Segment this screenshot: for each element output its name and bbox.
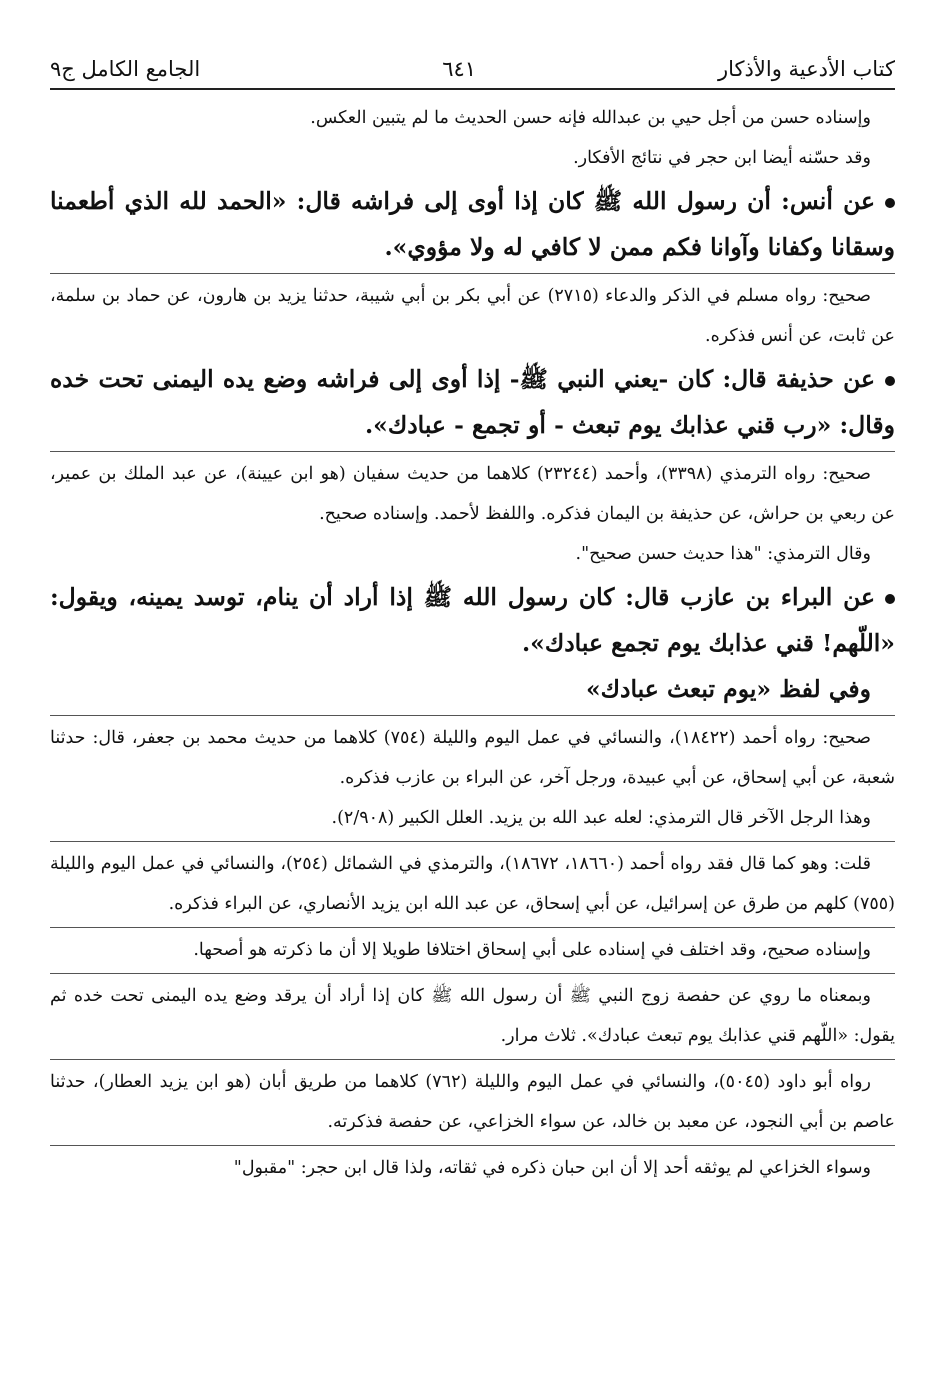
text-paragraph: رواه أبو داود (٥٠٤٥)، والنسائي في عمل اليوم والليلة (٧٦٢) كلاهما من طريق أبان (هو ابن يزيد العطار)، حدثنا عاصم بن أبي النجود، عن معبد بن خالد، عن سواء الخزاعي، عن حفصة فذكرته. bbox=[50, 1072, 895, 1132]
hadith-paragraph bbox=[50, 356, 895, 448]
separator-line bbox=[50, 927, 895, 928]
separator-line bbox=[50, 715, 895, 716]
text-paragraph: وإسناده حسن من أجل حيي بن عبدالله فإنه حسن الحديث ما لم يتبين العكس. bbox=[310, 108, 871, 128]
page-header bbox=[50, 48, 895, 90]
book-page bbox=[50, 48, 895, 1188]
text-paragraph: صحيح: رواه مسلم في الذكر والدعاء (٢٧١٥) عن أبي بكر بن أبي شيبة، حدثنا يزيد بن هارون، عن حماد بن سلمة، عن ثابت، عن أنس فذكره. bbox=[50, 286, 895, 346]
text-paragraph: وقد حسّنه أيضا ابن حجر في نتائج الأفكار. bbox=[573, 148, 871, 168]
separator-line bbox=[50, 973, 895, 974]
text-paragraph: وهذا الرجل الآخر قال الترمذي: لعله عبد الله بن يزيد. العلل الكبير (٢/٩٠٨). bbox=[331, 808, 871, 828]
separator-line bbox=[50, 451, 895, 452]
hadith-text: عن حذيفة قال: كان -يعني النبي ﷺ- إذا أوى إلى فراشه وضع يده اليمنى تحت خده وقال: «رب قني عذابك يوم تبعث - أو تجمع - عبادك». bbox=[50, 365, 895, 439]
text-paragraph: وسواء الخزاعي لم يوثقه أحد إلا أن ابن حبان ذكره في ثقاته، ولذا قال ابن حجر: "مقبول" bbox=[233, 1158, 871, 1178]
text-paragraph: وقال الترمذي: "هذا حديث حسن صحيح". bbox=[575, 544, 871, 564]
page-number: ٦٤١ bbox=[442, 56, 477, 81]
hadith-paragraph bbox=[50, 178, 895, 270]
header-chapter-title: كتاب الأدعية والأذكار bbox=[718, 56, 895, 81]
text-paragraph: وبمعناه ما روي عن حفصة زوج النبي ﷺ أن رسول الله ﷺ كان إذا أراد أن يرقد وضع يده اليمنى تحت خده ثم يقول: «اللّهم قني عذابك يوم تبعث عبادك». ثلاث مرار. bbox=[50, 986, 895, 1046]
header-book-title: الجامع الكامل ج٩ bbox=[50, 56, 201, 81]
text-paragraph: صحيح: رواه الترمذي (٣٣٩٨)، وأحمد (٢٣٢٤٤) كلاهما من حديث سفيان (هو ابن عيينة)، عن عبد الملك بن عمير، عن ربعي بن حراش، عن حذيفة بن اليمان فذكره. واللفظ لأحمد. وإسناده صحيح. bbox=[50, 464, 895, 524]
hadith-text: عن البراء بن عازب قال: كان رسول الله ﷺ إذا أراد أن ينام، توسد يمينه، ويقول: «اللّهم! قني عذابك يوم تجمع عبادك». bbox=[50, 583, 895, 657]
bullet-icon bbox=[885, 376, 895, 386]
separator-line bbox=[50, 841, 895, 842]
text-paragraph: قلت: وهو كما قال فقد رواه أحمد (١٨٦٦٠، ١٨٦٧٢)، والترمذي في الشمائل (٢٥٤)، والنسائي في عمل اليوم والليلة (٧٥٥) كلهم من طرق عن إسرائيل، عن أبي إسحاق، عن عبد الله ابن يزيد الأنصاري، عن البراء فذكره. bbox=[50, 854, 895, 914]
text-paragraph: صحيح: رواه أحمد (١٨٤٢٢)، والنسائي في عمل اليوم والليلة (٧٥٤) كلاهما من حديث محمد بن جعفر، قال: حدثنا شعبة، عن أبي إسحاق، عن أبي عبيدة، ورجل آخر، عن البراء بن عازب فذكره. bbox=[50, 728, 895, 788]
hadith-text: عن أنس: أن رسول الله ﷺ كان إذا أوى إلى فراشه قال: «الحمد لله الذي أطعمنا وسقانا وكفانا وآوانا فكم ممن لا كافي له ولا مؤوي». bbox=[50, 187, 895, 261]
bullet-icon bbox=[885, 594, 895, 604]
text-paragraph: وإسناده صحيح، وقد اختلف في إسناده على أبي إسحاق اختلافا طويلا إلا أن ما ذكرته هو أصحها. bbox=[193, 940, 871, 960]
separator-line bbox=[50, 1145, 895, 1146]
bullet-icon bbox=[885, 198, 895, 208]
hadith-paragraph bbox=[50, 574, 895, 666]
separator-line bbox=[50, 1059, 895, 1060]
hadith-variant: وفي لفظ «يوم تبعث عبادك» bbox=[585, 675, 871, 703]
separator-line bbox=[50, 273, 895, 274]
